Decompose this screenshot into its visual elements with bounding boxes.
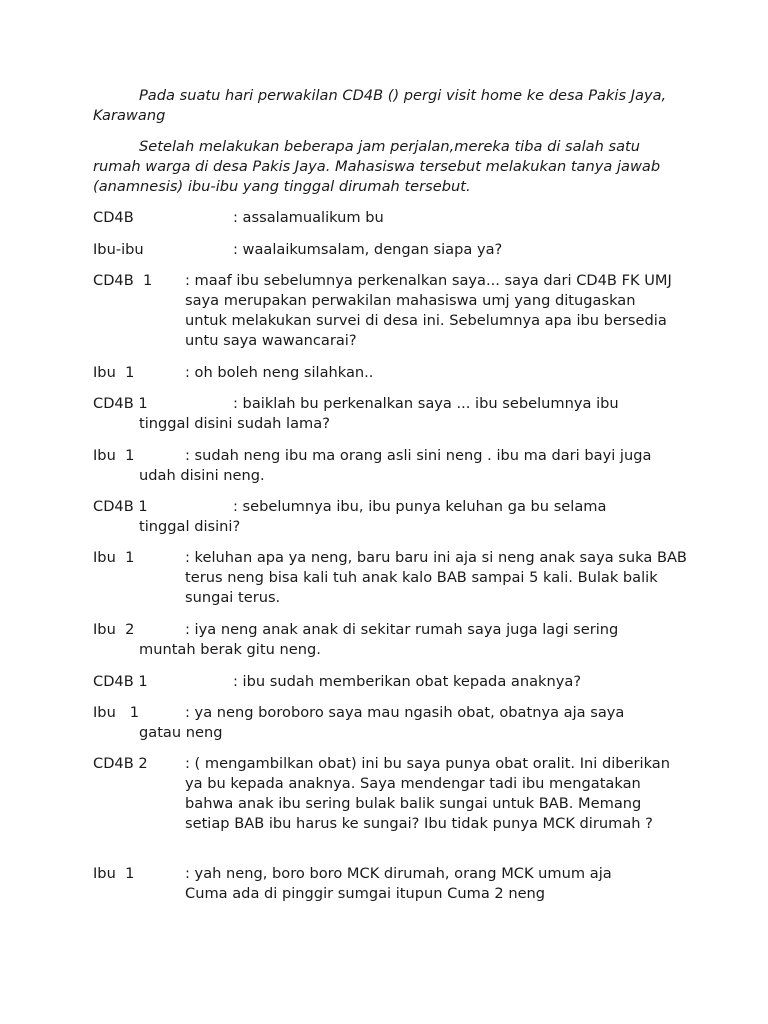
dialogue-line xyxy=(93,394,658,434)
speaker-label: Ibu 1 xyxy=(93,865,135,882)
utterance-text: : ibu sudah memberikan obat kepada anaknya? xyxy=(233,673,582,690)
utterance-text: : ya neng boroboro saya mau ngasih obat, obatnya aja saya gatau neng xyxy=(139,704,625,741)
utterance-text: : assalamualikum bu xyxy=(233,209,384,226)
intro-paragraph-1: Pada suatu hari perwakilan CD4B () pergi visit home ke desa Pakis Jaya, Karawang xyxy=(93,87,667,124)
utterance-text: : waalaikumsalam, dengan siapa ya? xyxy=(233,241,503,258)
dialogue-line xyxy=(93,620,658,660)
speaker-label: CD4B 1 xyxy=(93,673,148,690)
dialogue-line xyxy=(93,240,693,260)
utterance-text: : maaf ibu sebelumnya perkenalkan saya... saya dari CD4B FK UMJ saya merupakan perwakilan mahasiswa umj yang ditugaskan untuk melakukan survei di desa ini. Sebelumnya apa ibu bersedia untu saya wawancarai? xyxy=(185,272,672,349)
dialogue-line xyxy=(93,208,693,228)
dialogue-line xyxy=(93,864,653,904)
utterance-text: : sebelumnya ibu, ibu punya keluhan ga bu selama tinggal disini? xyxy=(139,498,607,535)
dialogue-line xyxy=(93,754,688,834)
speaker-label: CD4B 1 xyxy=(93,498,148,515)
utterance-text: : ( mengambilkan obat) ini bu saya punya obat oralit. Ini diberikan ya bu kepada anaknya. Saya mendengar tadi ibu mengatakan bahwa anak ibu sering bulak balik sungai untuk BAB. Memang setiap BAB ibu harus ke sungai? Ibu tidak punya MCK dirumah ? xyxy=(185,755,670,832)
utterance-text: : iya neng anak anak di sekitar rumah saya juga lagi sering muntah berak gitu neng. xyxy=(139,621,619,658)
utterance-text: : baiklah bu perkenalkan saya ... ibu sebelumnya ibu tinggal disini sudah lama? xyxy=(139,395,619,432)
dialogue-line xyxy=(93,446,658,486)
dialogue-line xyxy=(93,672,693,692)
speaker-label: Ibu 1 xyxy=(93,549,135,566)
speaker-label: Ibu 1 xyxy=(93,447,135,464)
utterance-text: : sudah neng ibu ma orang asli sini neng . ibu ma dari bayi juga udah disini neng. xyxy=(139,447,652,484)
speaker-label: CD4B xyxy=(93,209,134,226)
speaker-label: Ibu 1 xyxy=(93,704,140,721)
intro-paragraph-2: Setelah melakukan beberapa jam perjalan,mereka tiba di salah satu rumah warga di desa Pakis Jaya. Mahasiswa tersebut melakukan tanya jawab (anamnesis) ibu-ibu yang tinggal dirumah tersebut. xyxy=(93,138,661,195)
speaker-label: CD4B 2 xyxy=(93,755,148,772)
speaker-label: Ibu 2 xyxy=(93,621,135,638)
dialogue-line xyxy=(93,363,693,383)
dialogue-line xyxy=(93,548,688,608)
dialogue-line xyxy=(93,271,678,351)
utterance-text: : yah neng, boro boro MCK dirumah, orang MCK umum aja Cuma ada di pinggir sumgai itupun Cuma 2 neng xyxy=(185,865,612,902)
dialogue-line xyxy=(93,703,658,743)
speaker-label: CD4B 1 xyxy=(93,395,148,412)
utterance-text: : oh boleh neng silahkan.. xyxy=(185,364,374,381)
speaker-label: Ibu 1 xyxy=(93,364,135,381)
speaker-label: Ibu-ibu xyxy=(93,241,144,258)
dialogue-line xyxy=(93,497,653,537)
speaker-label: CD4B 1 xyxy=(93,272,153,289)
utterance-text: : keluhan apa ya neng, baru baru ini aja si neng anak saya suka BAB terus neng bisa kali tuh anak kalo BAB sampai 5 kali. Bulak balik sungai terus. xyxy=(185,549,687,606)
